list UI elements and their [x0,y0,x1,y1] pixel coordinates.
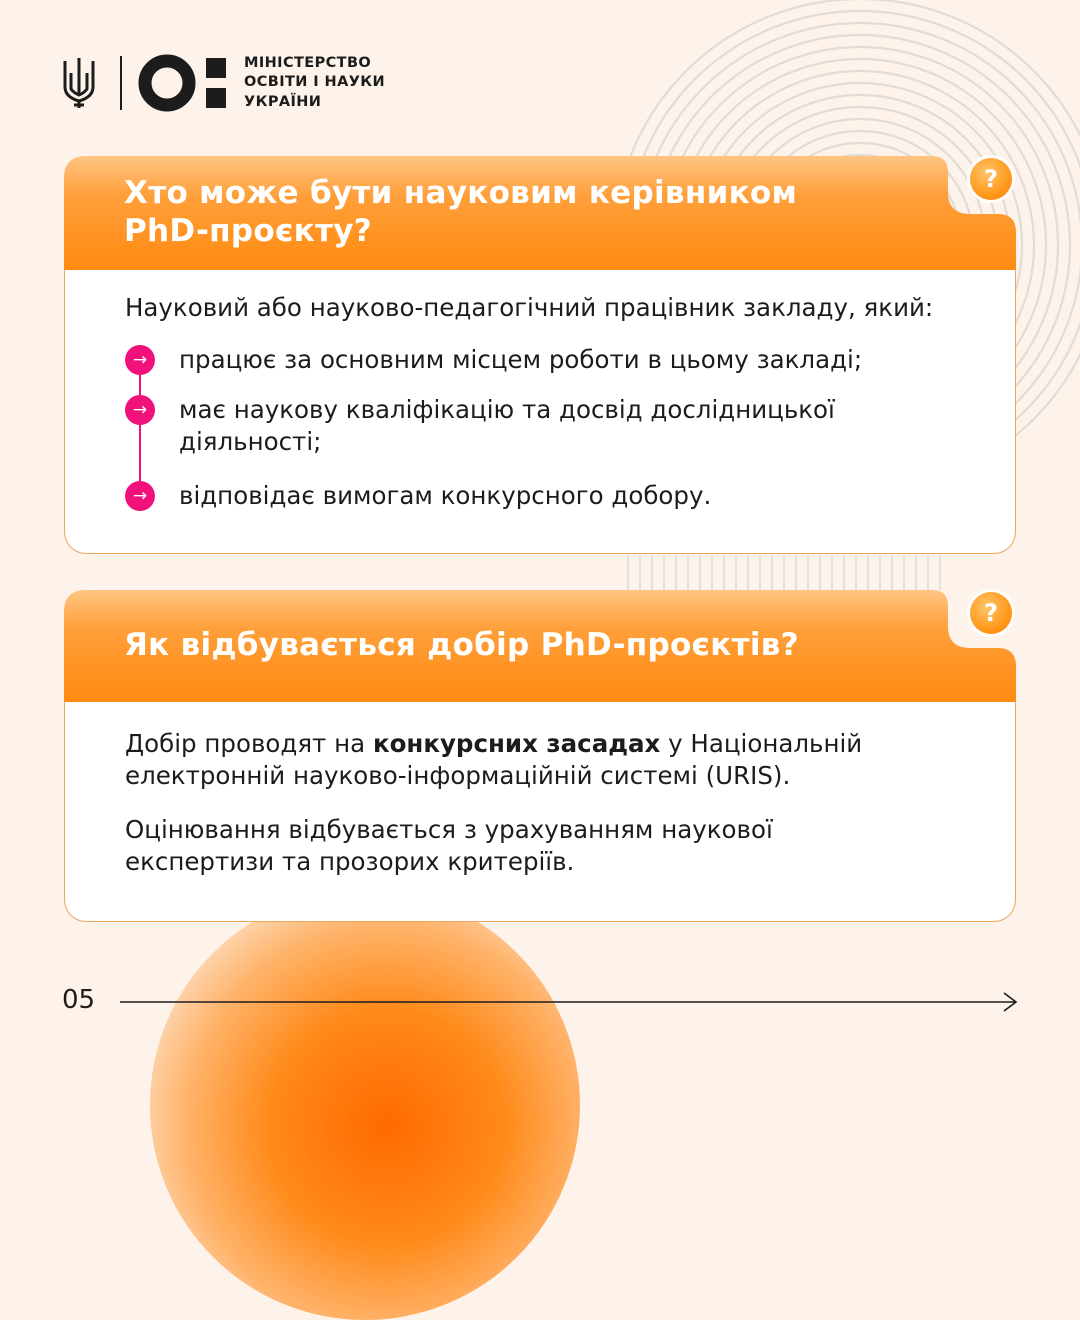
paragraph-line: Оцінювання відбувається з урахуванням наукової [125,815,773,844]
bullet-text-line: має наукову кваліфікацію та досвід дослідницької [179,395,835,424]
card-title-line2: PhD-проєкту? [124,213,373,249]
bullet-item [125,394,835,458]
bullet-text [179,344,862,376]
arrow-right-icon: → [125,395,155,425]
paragraph-text: у Національній [660,729,863,758]
mon-logo-icon [138,54,232,112]
paragraph-bold-text: конкурсних засадах [372,729,661,758]
card-body [64,270,1016,554]
bullet-item [125,480,711,512]
bullet-text [179,394,835,458]
faq-card-supervisor [64,156,1016,554]
card-intro-text: Науковий або науково-педагогічний працівник закладу, який: [125,293,934,322]
arrow-right-icon: → [125,481,155,511]
paragraph-text: Добір проводят на [125,729,373,758]
bullet-text-line: діяльності; [179,427,322,456]
card-title-line1: Хто може бути науковим керівником [124,175,798,211]
paragraph-line: експертизи та прозорих критеріїв. [125,847,575,876]
question-badge-icon: ? [970,592,1012,634]
card-title: Як відбувається добір PhD-проєктів? [124,627,799,663]
header-divider [120,56,122,110]
card-paragraph-1 [125,728,862,792]
question-badge-icon: ? [970,158,1012,200]
bullet-item [125,344,862,376]
card-paragraph-2 [125,814,773,878]
bullet-text-line: відповідає вимогам конкурсного добору. [179,481,712,510]
card-body [64,702,1016,922]
ministry-name-line1: МІНІСТЕРСТВО [244,54,372,71]
bullet-text [179,480,711,512]
ministry-name [244,54,385,113]
ministry-name-line3: УКРАЇНИ [244,93,322,110]
trident-icon [62,55,96,111]
ministry-header [62,52,385,114]
arrow-right-icon: → [125,345,155,375]
footer-arrow-icon [120,990,1020,1014]
ministry-name-line2: ОСВІТИ І НАУКИ [244,74,386,91]
page-number: 05 [62,985,96,1015]
paragraph-line [125,728,862,760]
card-title [124,174,797,250]
paragraph-line: електронній науково-інформаційній системі (URIS). [125,761,791,790]
faq-card-selection [64,590,1016,922]
bullet-text-line: працює за основним місцем роботи в цьому закладі; [179,345,863,374]
